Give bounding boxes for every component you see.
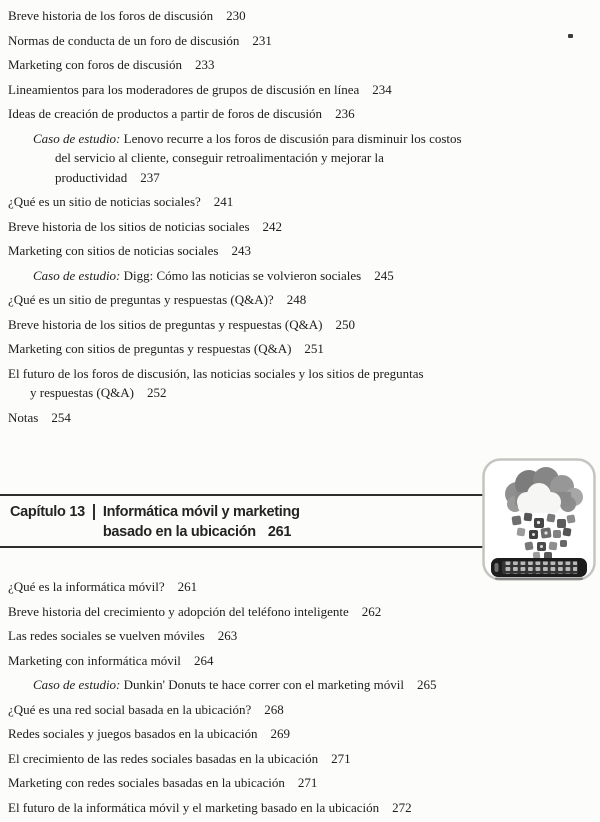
toc-entry — [8, 104, 462, 124]
toc-entry-line: Caso de estudio: Digg: Cómo las noticias se volvieron sociales 245 — [33, 267, 394, 283]
page-number: 269 — [270, 726, 290, 741]
toc-entry-line: El crecimiento de las redes sociales basadas en la ubicación 271 — [8, 750, 351, 766]
toc-entry-line: Notas 254 — [8, 409, 71, 425]
toc-entry — [8, 217, 462, 237]
toc-entry-line: del servicio al cliente, conseguir retroalimentación y mejorar la — [55, 150, 384, 165]
toc-case-study-entry — [8, 129, 462, 188]
toc-entry-line: Marketing con sitios de preguntas y respuestas (Q&A) 251 — [8, 341, 324, 356]
page-number: 230 — [226, 8, 246, 23]
toc-case-study-entry — [8, 266, 462, 286]
page-number: 268 — [264, 701, 284, 717]
toc-entry — [8, 31, 462, 51]
page-number: 233 — [195, 57, 215, 72]
page-number: 263 — [217, 628, 238, 643]
toc-case-study-entry — [8, 675, 436, 695]
toc-entry-line: Breve historia de los sitios de noticias sociales 242 — [8, 218, 283, 234]
page-number: 261 — [177, 579, 198, 594]
toc-entry — [8, 749, 436, 769]
page-number: 271 — [331, 750, 351, 766]
toc-entry-line: Ideas de creación de productos a partir de foros de discusión 236 — [8, 106, 355, 121]
chapter-page-number: 261 — [267, 524, 292, 540]
page-number: 262 — [361, 603, 382, 619]
page-number: 236 — [335, 106, 355, 121]
toc-entry — [8, 408, 462, 428]
page-number: 245 — [374, 267, 394, 283]
toc-entry-line: Caso de estudio: Lenovo recurre a los foros de discusión para disminuir los costos — [33, 130, 462, 146]
scan-speck — [568, 34, 573, 38]
page-number: 243 — [231, 243, 251, 258]
page-number: 231 — [252, 32, 272, 48]
toc-entry — [8, 602, 436, 622]
chapter-heading-row — [0, 502, 484, 542]
case-study-label: Caso de estudio: — [33, 677, 124, 692]
page-number: 251 — [304, 341, 324, 356]
toc-entry — [8, 798, 436, 818]
toc-entry-line: Breve historia de los sitios de preguntas y respuestas (Q&A) 250 — [8, 316, 355, 332]
toc-entry-line: El futuro de la informática móvil y el marketing basado en la ubicación 272 — [8, 799, 412, 815]
case-study-label: Caso de estudio: — [33, 267, 124, 283]
page-number: 264 — [193, 652, 214, 668]
page-number: 272 — [392, 799, 412, 815]
toc-entry-line: ¿Qué es la informática móvil? 261 — [8, 579, 198, 594]
toc-entry-line: Marketing con foros de discusión 233 — [8, 57, 215, 72]
toc-entry-line: ¿Qué es un sitio de noticias sociales? 241 — [8, 194, 234, 209]
page-number: 265 — [416, 677, 437, 692]
page-number: 271 — [297, 775, 318, 790]
toc-entry — [8, 626, 436, 646]
toc-entry — [8, 80, 462, 100]
toc-entry — [8, 315, 462, 335]
cloud-apps-illustration — [482, 458, 596, 581]
toc-entry-line: Las redes sociales se vuelven móviles 263 — [8, 628, 238, 643]
toc-entry-line: ¿Qué es un sitio de preguntas y respuestas (Q&A)? 248 — [8, 292, 307, 307]
toc-entry-line: Marketing con sitios de noticias sociales 243 — [8, 243, 251, 258]
toc-entry-line: Normas de conducta de un foro de discusión 231 — [8, 32, 272, 48]
chapter-number: Capítulo 13 — [10, 504, 85, 520]
toc-entry — [8, 339, 462, 359]
page-number: 248 — [286, 292, 307, 307]
toc-entry-line: Breve historia del crecimiento y adopción del teléfono inteligente 262 — [8, 603, 382, 619]
toc-entry — [8, 700, 436, 720]
toc-section-2 — [8, 577, 436, 822]
toc-entry — [8, 724, 436, 744]
toc-entry — [8, 241, 462, 261]
page-number: 254 — [51, 409, 71, 425]
toc-entry-line: y respuestas (Q&A) 252 — [30, 385, 167, 400]
toc-entry — [8, 290, 462, 310]
toc-entry-line: Caso de estudio: Dunkin' Donuts te hace correr con el marketing móvil 265 — [33, 677, 437, 692]
toc-entry-line: Marketing con redes sociales basadas en la ubicación 271 — [8, 775, 318, 790]
smartphone-icon — [491, 558, 587, 580]
page-number: 250 — [335, 316, 355, 332]
chapter-heading — [0, 494, 484, 548]
page-number: 252 — [146, 385, 167, 400]
page-number: 242 — [262, 218, 283, 234]
toc-entry — [8, 192, 462, 212]
chapter-title-line2 — [103, 524, 291, 540]
case-study-label: Caso de estudio: — [33, 130, 124, 146]
page-number: 234 — [372, 81, 392, 97]
page-number: 241 — [213, 194, 234, 209]
toc-section-1 — [8, 6, 462, 432]
toc-entry — [8, 651, 436, 671]
toc-entry — [8, 364, 462, 403]
toc-entry-line: El futuro de los foros de discusión, las noticias sociales y los sitios de preguntas — [8, 365, 424, 381]
chapter-title — [103, 502, 484, 542]
toc-entry — [8, 773, 436, 793]
toc-entry-line: Redes sociales y juegos basados en la ubicación 269 — [8, 726, 290, 741]
page-number: 237 — [140, 169, 160, 185]
toc-entry-line: ¿Qué es una red social basada en la ubicación? 268 — [8, 701, 284, 717]
toc-entry-line: Lineamientos para los moderadores de grupos de discusión en línea 234 — [8, 81, 392, 97]
heading-divider — [93, 504, 95, 520]
toc-entry — [8, 55, 462, 75]
toc-entry-line: Breve historia de los foros de discusión 230 — [8, 8, 246, 23]
chapter-title-line1: Informática móvil y marketing — [102, 504, 300, 520]
chapter-title-line2-text: basado en la ubicación — [102, 524, 256, 540]
toc-entry — [8, 577, 436, 597]
toc-entry — [8, 6, 462, 26]
toc-entry-line: productividad 237 — [55, 169, 160, 185]
toc-entry-line: Marketing con informática móvil 264 — [8, 652, 214, 668]
